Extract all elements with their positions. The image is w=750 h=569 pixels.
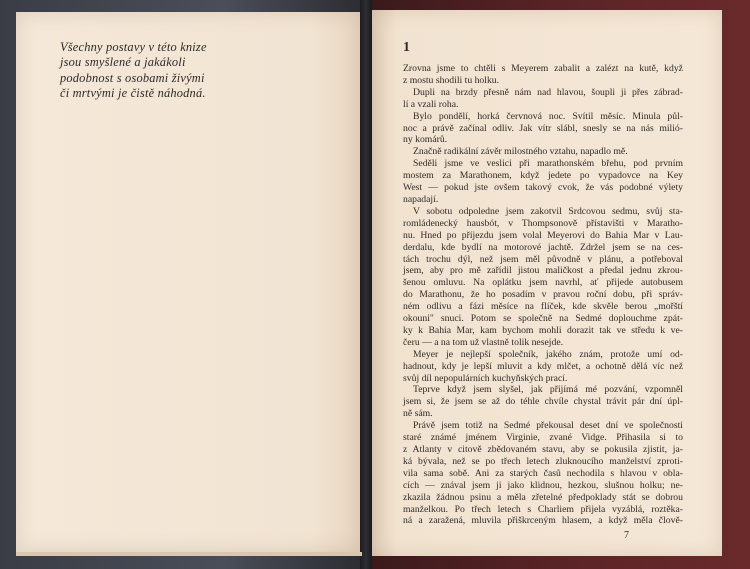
text-line: Dupli na brzdy přesně nám nad hlavou, šoupli ji přes zábrad- xyxy=(413,86,683,98)
disclaimer-line: Všechny postavy v této knize xyxy=(60,40,207,54)
text-line: Zrovna jsme to chtěli s Meyerem zabalit a zalézt na kutě, když xyxy=(403,63,683,74)
text-line: ná a zaražená, mluvila přiškrceným hlasem, a když měla člově- xyxy=(403,515,683,527)
text-line: zkazila žádnou psinu a měla zřetelné předpoklady stát se dobrou xyxy=(403,491,683,503)
disclaimer-line: jsou smyšlené a jakákoli xyxy=(60,55,186,70)
text-line: cích — znával jsem ji jako klidnou, hezkou, slušnou holku; ne- xyxy=(403,479,683,491)
disclaimer-text xyxy=(60,40,260,102)
text-line: jsem, aby pro mě zařídil jistou maličkost a předal jednu zkrou- xyxy=(403,265,683,277)
disclaimer-line: či mrtvými je čistě náhodná. xyxy=(60,86,206,101)
text-line: vila sama sobě. Ani za starých časů nechodila s hlavou v obla- xyxy=(403,467,683,479)
text-line: Teprve když jsem slyšel, jak přijímá mé pozvání, vzpomněl xyxy=(413,384,683,396)
text-line: do Marathonu, že ho posadím v pravou roční dobu, při správ- xyxy=(403,289,683,301)
text-line: svůj díl nepopulárních kuchyňských prací. xyxy=(403,372,568,384)
text-line: Meyer je nejlepší společník, jakého znám, protože umí od- xyxy=(413,348,683,360)
text-line: Seděli jsme ve veslici při marathonském břehu, pod prvním xyxy=(413,158,683,170)
text-line: ny komárů. xyxy=(403,134,448,146)
text-line: hadnout, kdy je lepší mluvit a kdy mlčet, a ochotně dělá víc než xyxy=(403,360,683,372)
text-line: ně sám. xyxy=(403,408,433,420)
chapter-number: 1 xyxy=(403,40,410,55)
page-edge xyxy=(16,552,362,556)
text-line: Značně radikální závěr milostného vztahu, napadlo mě. xyxy=(413,146,628,158)
text-line: West — pokud jste ovšem takový cvok, že vás podobné výlety xyxy=(403,182,683,194)
book-spine-gutter xyxy=(360,0,372,569)
text-line: čeru — a na tom už vlastně tolik nesejde. xyxy=(403,336,564,348)
text-line: okouni" snuci. Potom se společně na Sedmé doplouchme zpát- xyxy=(403,313,683,325)
text-line: z mostu shodili tu holku. xyxy=(403,74,500,86)
text-line: romládenecký hausbót, v Thompsonově přístavišti v Maratho- xyxy=(403,217,683,229)
page-number: 7 xyxy=(624,530,629,541)
text-line: šenou omluvu. Na oplátku jsem navrhl, ať přijede autobusem xyxy=(403,277,683,289)
text-line: lí a vzali roha. xyxy=(403,98,459,110)
text-line: mostem za Marathonem, když jedete po vypadovce na Key xyxy=(403,170,683,182)
text-line: tách trochu dýl, než jsem měl původně v plánu, a potřeboval xyxy=(403,253,683,265)
disclaimer-line: podobnost s osobami živými xyxy=(60,70,205,85)
text-line: manželkou. Po třech letech s Charliem přijela vyzáblá, roztěka- xyxy=(403,503,683,515)
text-line: noc a právě začínal odliv. Jak vítr slábl, snesly se na nás milió- xyxy=(403,122,683,134)
text-line: ném odlivu a fázi měsíce na flíček, kde skvěle berou „mořští xyxy=(403,301,683,313)
text-line: Právě jsem totiž na Sedmé překousal deset dní ve společnosti xyxy=(413,420,683,432)
chapter-body-text xyxy=(403,63,683,527)
text-line: ká bývala, než se po třech letech zluknoucího manželství zproti- xyxy=(403,455,683,467)
text-line: V sobotu odpoledne jsem zakotvil Srdcovou sedmu, svůj sta- xyxy=(413,205,683,217)
text-line: staré známé jménem Virginie, zvané Vidge. Přihasila si to xyxy=(403,432,683,444)
text-line: z Atlanty v citově zbědovaném stavu, aby se pokusila zjistit, ja- xyxy=(403,444,683,455)
text-line: nu. Hned po příjezdu jsem volal Meyerovi do Bahia Mar v Lau- xyxy=(403,229,683,241)
text-line: jsem si, že jsem se až do téhle chvíle chystal trávit pár dní úpl- xyxy=(403,396,683,408)
text-line: derdalu, kde bydlí na motorové jachtě. Zdržel jsem se na ces- xyxy=(403,241,683,253)
text-line: Bylo pondělí, horká červnová noc. Svítil měsíc. Minula půl- xyxy=(413,110,683,122)
text-line: ky k Bahia Mar, kam bychom mohli dorazit tak ve středu k ve- xyxy=(403,324,683,336)
text-line: napadají. xyxy=(403,193,439,205)
